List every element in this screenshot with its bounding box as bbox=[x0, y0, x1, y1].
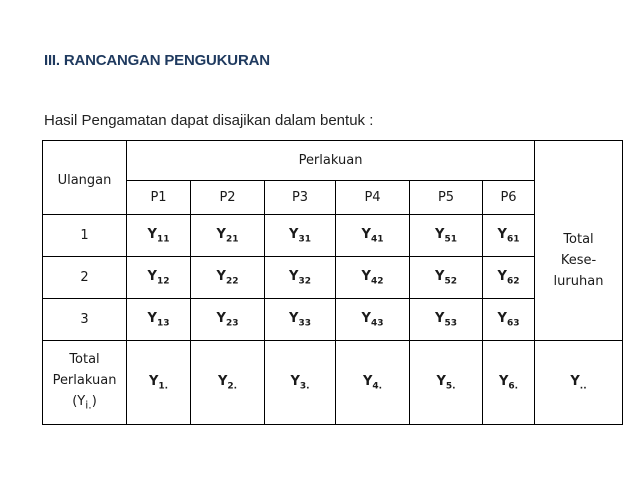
observation-table bbox=[42, 140, 623, 425]
treatment-total-cell: $Y_{2.}$ bbox=[191, 341, 265, 425]
treatment-header: P3 bbox=[265, 181, 336, 215]
perlakuan-header: Perlakuan bbox=[127, 141, 535, 181]
treatment-header: P2 bbox=[191, 181, 265, 215]
observation-cell: $Y_{53}$ bbox=[410, 299, 483, 341]
ulangan-header: Ulangan bbox=[43, 141, 127, 215]
observation-cell: $Y_{62}$ bbox=[483, 257, 535, 299]
treatment-header: P6 bbox=[483, 181, 535, 215]
ulangan-cell: 3 bbox=[43, 299, 127, 341]
observation-cell: $Y_{12}$ bbox=[127, 257, 191, 299]
total-keseluruhan-top bbox=[535, 141, 623, 181]
observation-cell: $Y_{33}$ bbox=[265, 299, 336, 341]
observation-cell: $Y_{41}$ bbox=[336, 215, 410, 257]
observation-cell: $Y_{22}$ bbox=[191, 257, 265, 299]
treatment-header: P4 bbox=[336, 181, 410, 215]
treatment-total-cell: $Y_{1.}$ bbox=[127, 341, 191, 425]
observation-cell: $Y_{32}$ bbox=[265, 257, 336, 299]
ulangan-cell: 2 bbox=[43, 257, 127, 299]
observation-cell: $Y_{63}$ bbox=[483, 299, 535, 341]
treatment-header: P5 bbox=[410, 181, 483, 215]
ulangan-cell: 1 bbox=[43, 215, 127, 257]
observation-cell: $Y_{42}$ bbox=[336, 257, 410, 299]
observation-cell: $Y_{52}$ bbox=[410, 257, 483, 299]
observation-cell: $Y_{23}$ bbox=[191, 299, 265, 341]
observation-cell: $Y_{11}$ bbox=[127, 215, 191, 257]
grand-total-cell: $Y_{..}$ bbox=[535, 341, 623, 425]
treatment-header: P1 bbox=[127, 181, 191, 215]
table-row-total bbox=[43, 341, 623, 425]
treatment-total-cell: $Y_{5.}$ bbox=[410, 341, 483, 425]
total-perlakuan-label: Total Perlakuan $(Y_{i.})$ bbox=[43, 341, 127, 425]
observation-cell: $Y_{61}$ bbox=[483, 215, 535, 257]
intro-text: Hasil Pengamatan dapat disajikan dalam bentuk : bbox=[44, 112, 374, 129]
treatment-total-cell: $Y_{3.}$ bbox=[265, 341, 336, 425]
observation-cell: $Y_{21}$ bbox=[191, 215, 265, 257]
observation-cell: $Y_{51}$ bbox=[410, 215, 483, 257]
observation-cell: $Y_{31}$ bbox=[265, 215, 336, 257]
observation-cell: $Y_{43}$ bbox=[336, 299, 410, 341]
observation-cell: $Y_{13}$ bbox=[127, 299, 191, 341]
treatment-total-cell: $Y_{6.}$ bbox=[483, 341, 535, 425]
treatment-total-cell: $Y_{4.}$ bbox=[336, 341, 410, 425]
total-keseluruhan-header: Total Kese- luruhan bbox=[535, 181, 623, 341]
slide-title: III. RANCANGAN PENGUKURAN bbox=[44, 52, 270, 69]
